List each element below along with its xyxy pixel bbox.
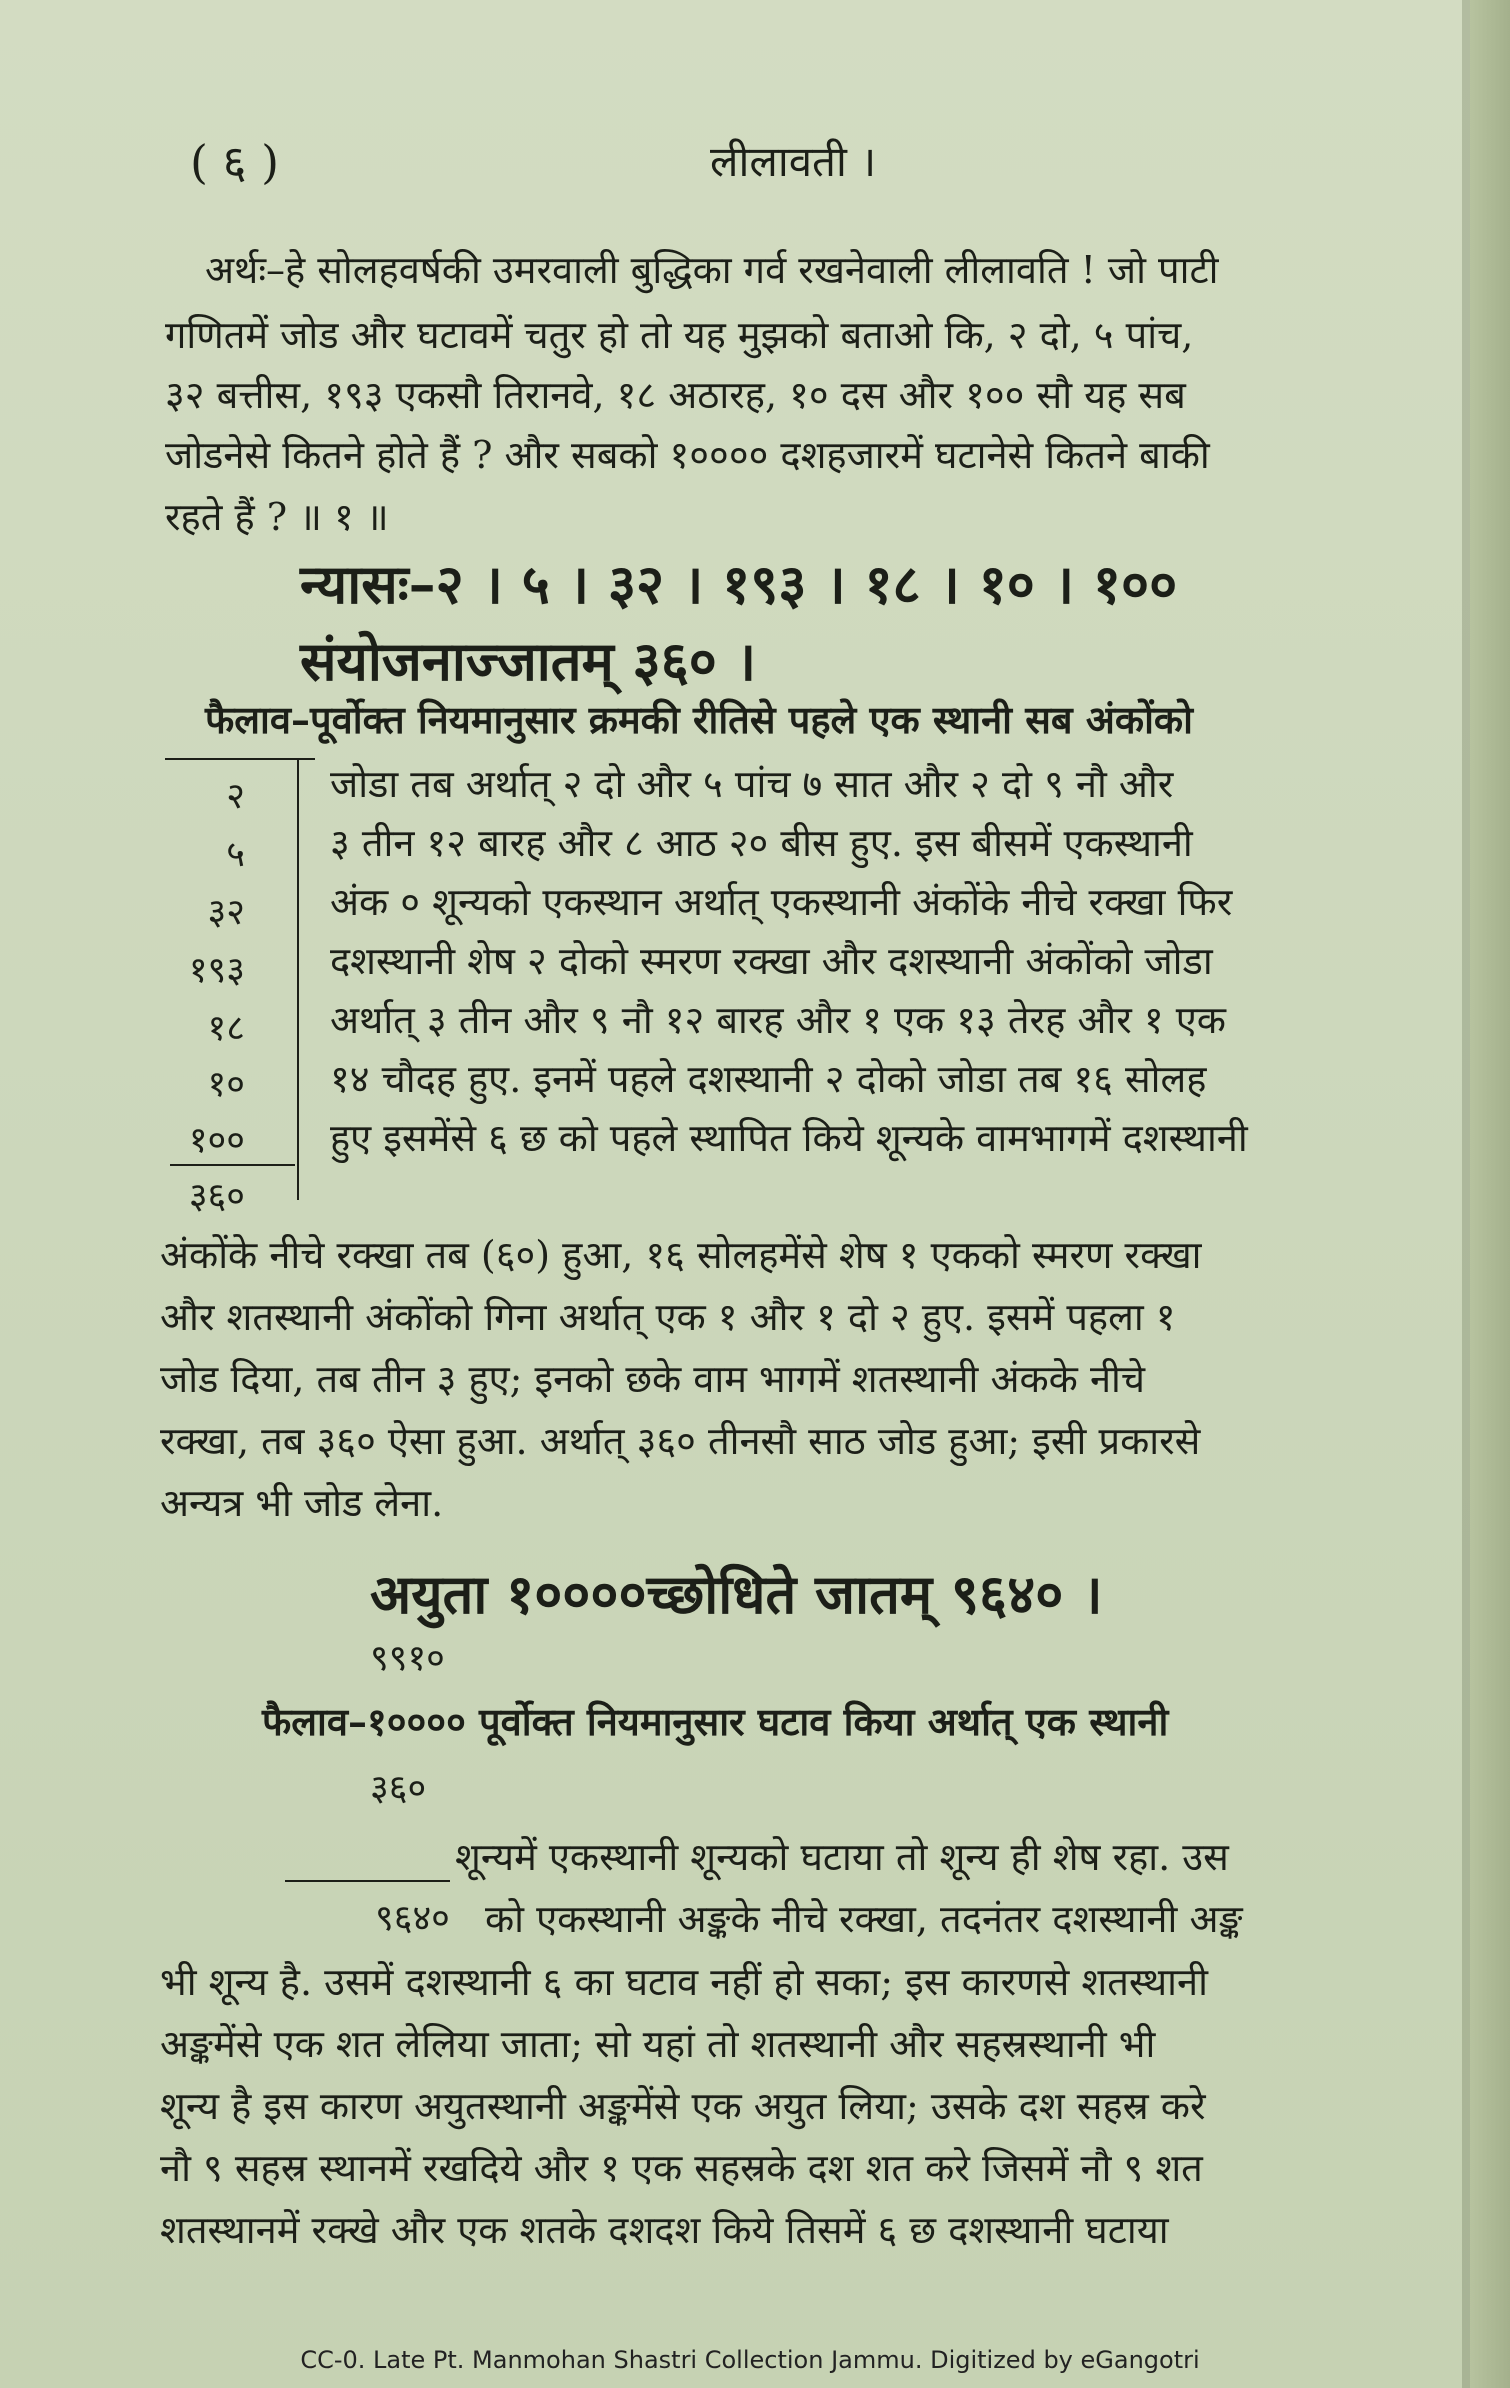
subtraction-rule [285, 1880, 450, 1882]
failav-line: अंक ० शून्यको एकस्थान अर्थात् एकस्थानी अंकोंके नीचे रक्खा फिर [330, 880, 1233, 924]
failav-line: और शतस्थानी अंकोंको गिना अर्थात् एक १ और १ दो २ हुए. इसमें पहला १ [160, 1295, 1176, 1339]
digitization-credit: CC-0. Late Pt. Manmohan Shastri Collection Jammu. Digitized by eGangotri [300, 2346, 1200, 2374]
book-spine [1470, 0, 1510, 2388]
failav-line: को एकस्थानी अङ्कके नीचे रक्खा, तदनंतर दशस्थानी अङ्क [485, 1897, 1243, 1941]
failav-line: अङ्कमेंसे एक शत लेलिया जाता; सो यहां तो शतस्थानी और सहस्रस्थानी भी [160, 2022, 1156, 2066]
failav-line: जोड दिया, तब तीन ३ हुए; इनको छके वाम भागमें शतस्थानी अंकके नीचे [160, 1357, 1146, 1401]
intro-line: जोडनेसे कितने होते हैं ? और सबको १०००० दशहजारमें घटानेसे कितने बाकी [165, 433, 1210, 477]
intro-line: अर्थः–हे सोलहवर्षकी उमरवाली बुद्धिका गर्व रखनेवाली लीलावति ! जो पाटी [205, 248, 1219, 292]
intro-line: रहते हैं ? ॥ १ ॥ [165, 495, 389, 539]
running-title: लीलावती । [710, 137, 877, 186]
failav-line: रक्खा, तब ३६० ऐसा हुआ. अर्थात् ३६० तीनसौ साठ जोड हुआ; इसी प्रकारसे [160, 1419, 1201, 1463]
failav-line: नौ ९ सहस्र स्थानमें रखदिये और १ एक सहस्रके दश शत करे जिसमें नौ ९ शत [160, 2146, 1203, 2190]
failav-line: अर्थात् ३ तीन और ९ नौ १२ बारह और १ एक १३ तेरह और १ एक [330, 998, 1226, 1042]
failav-line: हुए इसमेंसे ६ छ को पहले स्थापित किये शून्यके वामभागमें दशस्थानी [330, 1116, 1248, 1160]
failav-line: शून्यमें एकस्थानी शून्यको घटाया तो शून्य ही शेष रहा. उस [455, 1835, 1229, 1879]
ayuta-line: अयुता १००००च्छोधिते जातम् ९६४० । [370, 1562, 1103, 1626]
intro-line: ३२ बत्तीस, १९३ एकसौ तिरानवे, १८ अठारह, १० दस और १०० सौ यह सब [165, 373, 1186, 417]
failav-line: शून्य है इस कारण अयुतस्थानी अङ्कमेंसे एक अयुत लिया; उसके दश सहस्र करे [160, 2084, 1206, 2128]
subtraction-result: ९६४० [375, 1898, 450, 1939]
addend: १०० [188, 1120, 245, 1161]
addend: १० [207, 1064, 245, 1105]
subtraction-top: ९९१० [370, 1638, 445, 1679]
addition-total: ३६० [188, 1176, 245, 1217]
failav-line: जोडा तब अर्थात् २ दो और ५ पांच ७ सात और २ दो ९ नौ और [330, 762, 1174, 806]
samyojana-line: संयोजनाज्जातम् ३६० । [300, 629, 757, 693]
addend: १८ [207, 1008, 245, 1049]
subtraction-minus: ३६० [370, 1768, 427, 1809]
column-divider [297, 760, 299, 1200]
addend: ३२ [207, 892, 245, 933]
addend: १९३ [188, 950, 245, 991]
failav-line: अंकोंके नीचे रक्खा तब (६०) हुआ, १६ सोलहमेंसे शेष १ एकको स्मरण रक्खा [160, 1233, 1202, 1277]
failav-line: दशस्थानी शेष २ दोको स्मरण रक्खा और दशस्थानी अंकोंको जोडा [330, 939, 1213, 983]
failav-lead: फैलाव–१०००० पूर्वोक्त नियमानुसार घटाव किया अर्थात् एक स्थानी [262, 1699, 1169, 1744]
failav-line: भी शून्य है. उसमें दशस्थानी ६ का घटाव नहीं हो सका; इस कारणसे शतस्थानी [160, 1960, 1208, 2004]
intro-line: गणितमें जोड और घटावमें चतुर हो तो यह मुझको बताओ कि, २ दो, ५ पांच, [165, 313, 1194, 357]
failav-line: ३ तीन १२ बारह और ८ आठ २० बीस हुए. इस बीसमें एकस्थानी [330, 821, 1193, 865]
sum-rule [170, 1164, 295, 1166]
addend: ५ [226, 834, 245, 875]
nyasa-line: न्यासः–२ । ५ । ३२ । १९३ । १८ । १० । १०० [300, 552, 1178, 616]
column-top-rule [165, 758, 315, 760]
failav-line: १४ चौदह हुए. इनमें पहले दशस्थानी २ दोको जोडा तब १६ सोलह [330, 1057, 1207, 1101]
addend: २ [226, 776, 245, 817]
failav-line: शतस्थानमें रक्खे और एक शतके दशदश किये तिसमें ६ छ दशस्थानी घटाया [160, 2208, 1169, 2252]
failav-line: अन्यत्र भी जोड लेना. [160, 1481, 444, 1525]
page-number: ( ६ ) [190, 135, 280, 189]
failav-lead: फैलाव–पूर्वोक्त नियमानुसार क्रमकी रीतिसे पहले एक स्थानी सब अंकोंको [205, 697, 1193, 742]
